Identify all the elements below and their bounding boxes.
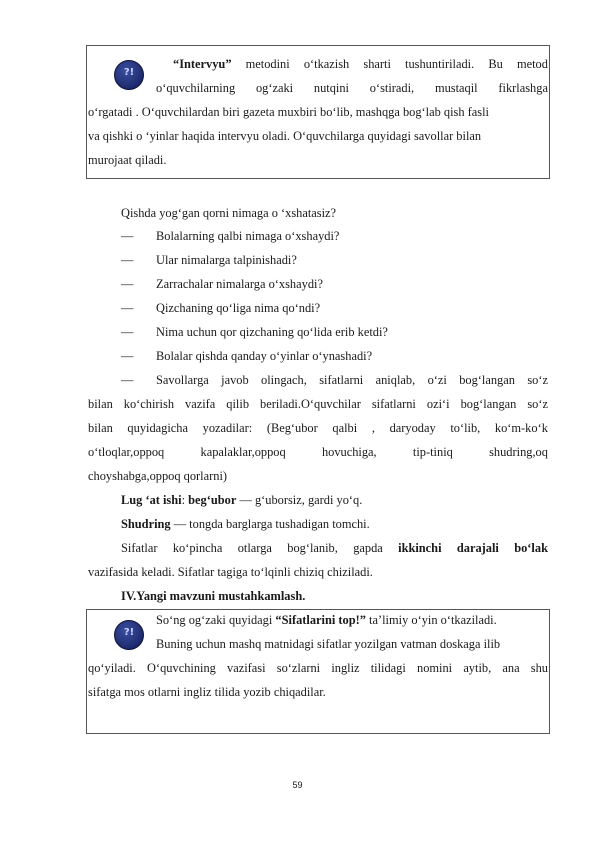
para1-line-4: o‘tloqlar,oppoq kapalaklar,oppoq hovuchiga, tip-tiniq shudring,oq: [88, 445, 548, 459]
dash-3: —: [121, 277, 134, 291]
question-exclamation-icon: [114, 60, 144, 90]
glossary-term-lugat: Lug ‘at ishi: [121, 493, 182, 507]
para1-line-5: choyshabga,oppoq qorlarni): [88, 469, 228, 483]
dash-6: —: [121, 349, 134, 363]
box2-line-2: Buning uchun mashq matnidagi sifatlar yozilgan vatman doskaga ilib: [156, 637, 501, 651]
para1-line-3: bilan quyidagicha yozadilar: (Beg‘ubor qalbi , daryoday to‘lib, ko‘m-ko‘k: [88, 421, 548, 435]
glossary-def-begubor: — g‘uborsiz, gardi yo‘q.: [236, 493, 363, 507]
glossary-begubor: Lug ‘at ishi: beg‘ubor — g‘uborsiz, gardi yo‘q.: [121, 493, 363, 507]
para2-line-1: Sifatlar ko‘pincha otlarga bog‘lanib, gapda ikkinchi darajali bo‘lak: [121, 541, 548, 555]
dash-7: —: [121, 373, 134, 387]
question-intro: Qishda yog‘gan qorni nimaga o ‘xshatasiz?: [121, 206, 337, 220]
question-5: Nima uchun qor qizchaning qo‘lida erib ketdi?: [156, 325, 388, 339]
question-6: Bolalar qishda qanday o‘yinlar o‘ynashadi?: [156, 349, 373, 363]
para2-line-2: vazifasida keladi. Sifatlar tagiga to‘lqinli chiziq chiziladi.: [88, 565, 373, 579]
dash-4: —: [121, 301, 134, 315]
question-exclamation-icon: [114, 620, 144, 650]
box1-line-2: o‘quvchilarning og‘zaki nutqini o‘stiradi, mustaqil fikrlashga: [156, 81, 548, 95]
dash-5: —: [121, 325, 134, 339]
question-4: Qizchaning qo‘liga nima qo‘ndi?: [156, 301, 321, 315]
dash-1: —: [121, 229, 134, 243]
box2-line-1: So‘ng og‘zaki quyidagi “Sifatlarini top!” ta’limiy o‘yin o‘tkaziladi.: [156, 613, 497, 627]
sifatlarini-top-title: “Sifatlarini top!”: [275, 613, 366, 627]
para1-line-2: bilan ko‘chirish vazifa qilib beriladi.O‘quvchilar sifatlarni ozi‘i bog‘langan so‘z: [88, 397, 548, 411]
question-2: Ular nimalarga talpinishadi?: [156, 253, 297, 267]
glossary-def-shudring: — tongda barglarga tushadigan tomchi.: [170, 517, 370, 531]
question-3: Zarrachalar nimalarga o‘xshaydi?: [156, 277, 323, 291]
box1-line-3: o‘rgatadi . O‘quvchilardan biri gazeta muxbiri bo‘lib, mashqga bog‘lab qish fasli: [88, 105, 489, 119]
glossary-shudring: [121, 517, 370, 531]
section-heading: IV.Yangi mavzuni mustahkamlash.: [121, 589, 306, 603]
page-number: 59: [292, 780, 303, 790]
glossary-term-shudring: Shudring: [121, 517, 171, 531]
box2-line-4: sifatga mos otlarni ingliz tilida yozib chiqadilar.: [88, 685, 326, 699]
intervyu-term: “Intervyu”: [173, 57, 232, 71]
box2-line-3: qo‘yiladi. O‘quvchining vazifasi so‘zlarni ingliz tilidagi nomini aytib, ana shu: [88, 661, 548, 675]
question-1: Bolalarning qalbi nimaga o‘xshaydi?: [156, 229, 340, 243]
box1-line-1: “Intervyu” metodini o‘tkazish sharti tushuntiriladi. Bu metod: [173, 57, 548, 71]
glossary-word-begubor: beg‘ubor: [188, 493, 237, 507]
para1-line-1: Savollarga javob olingach, sifatlarni aniqlab, o‘zi bog‘langan so‘z: [156, 373, 548, 387]
box1-line-4: va qishki o ‘yinlar haqida intervyu oladi. O‘quvchilarga quyidagi savollar bilan: [88, 129, 482, 143]
box1-line-5: murojaat qiladi.: [88, 153, 167, 167]
dash-2: —: [121, 253, 134, 267]
